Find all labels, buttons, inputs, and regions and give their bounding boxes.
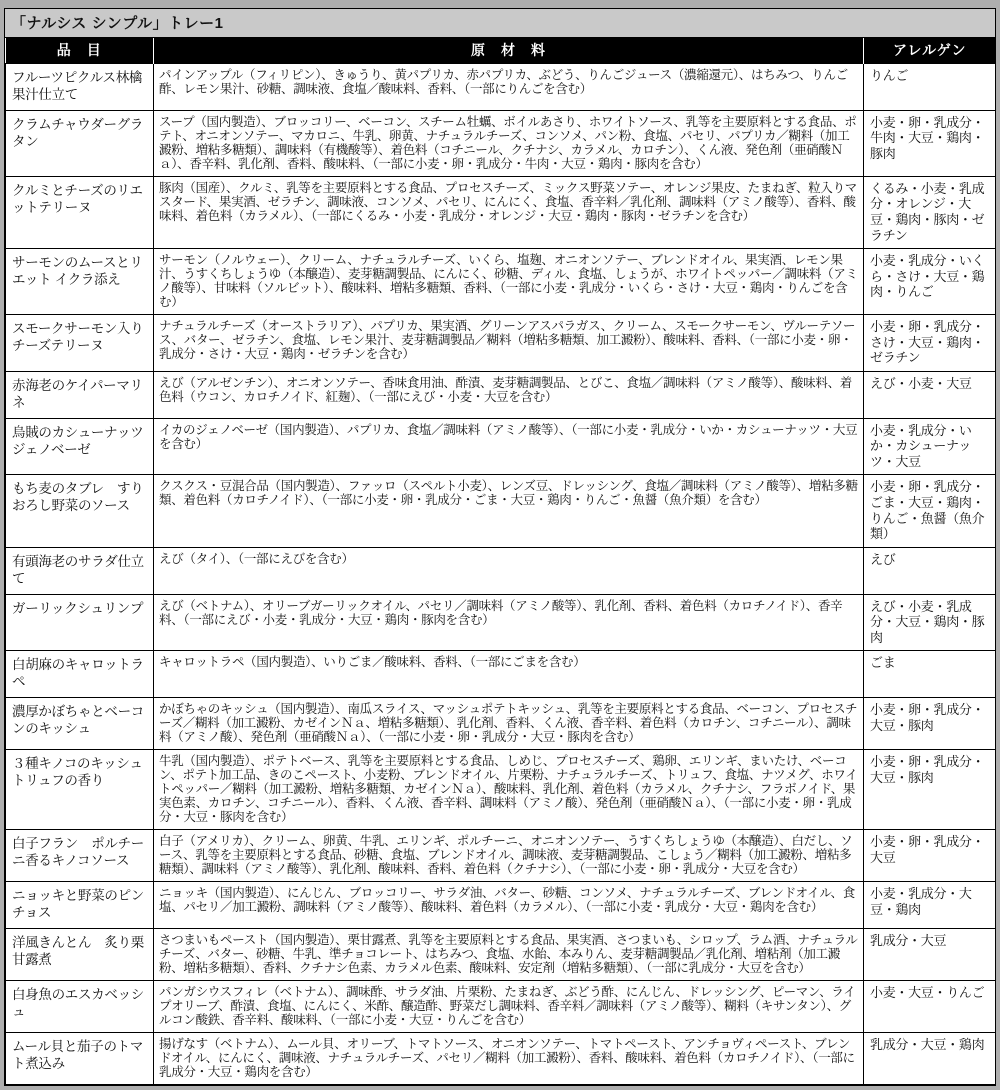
allergens-cell: 小麦・卵・乳成分・ごま・大豆・鶏肉・りんご・魚醤（魚介類） bbox=[864, 475, 996, 547]
item-name-cell: クルミとチーズのリエットテリーヌ bbox=[6, 176, 154, 248]
allergens-cell: えび・小麦・大豆 bbox=[864, 371, 996, 418]
ingredients-cell: サーモン（ノルウェー）、クリーム、ナチュラルチーズ、いくら、塩麹、オニオンソテー、ブレンドオイル、果実酒、レモン果汁、うすくちしょうゆ（本醸造）、麦芽糖調製品、にんにく、砂糖、ディル、食塩、しょうが、ホワイトペッパー／調味料（アミノ酸等）、甘味料（ソルビット）、酸味料、増粘多糖類、香料、（一部に小麦・乳成分・いくら・さけ・大豆・鶏肉・りんごを含む） bbox=[154, 249, 864, 315]
table-row bbox=[6, 64, 996, 111]
allergens-cell: えび bbox=[864, 547, 996, 594]
allergens-cell: 小麦・大豆・りんご bbox=[864, 980, 996, 1032]
table-row bbox=[6, 980, 996, 1032]
item-name-cell: フルーツピクルス林檎果汁仕立て bbox=[6, 64, 154, 111]
ingredients-cell: ニョッキ（国内製造）、にんじん、ブロッコリー、サラダ油、バター、砂糖、コンソメ、ナチュラルチーズ、ブレンドオイル、食塩、パセリ／加工澱粉、調味料（アミノ酸等）、酸味料、着色料（カラメル）、（一部に小麦・乳成分・大豆・鶏肉を含む） bbox=[154, 882, 864, 929]
ingredient-allergen-table bbox=[5, 38, 996, 1085]
table-row bbox=[6, 249, 996, 315]
ingredients-cell: えび（ベトナム）、オリーブガーリックオイル、パセリ／調味料（アミノ酸等）、乳化剤、香料、着色料（カロチノイド）、香辛料、（一部にえび・小麦・乳成分・大豆・鶏肉・豚肉を含む） bbox=[154, 594, 864, 651]
ingredients-cell: パンガシウスフィレ（ベトナム）、調味酢、サラダ油、片栗粉、たまねぎ、ぶどう酢、にんじん、ドレッシング、ピーマン、ライプオリーブ、酢漬、食塩、にんにく、米酢、醸造酢、野菜だし調味料、香辛料／調味料（アミノ酸等）、糊料（キサンタン）、グルコン酸鉄、香辛料、酸味料、（一部に小麦・大豆・りんごを含む） bbox=[154, 980, 864, 1032]
ingredients-cell: 牛乳（国内製造）、ポテトベース、乳等を主要原料とする食品、しめじ、プロセスチーズ、鶏卵、エリンギ、まいたけ、ベーコン、ポテト加工品、きのこペースト、小麦粉、ブレンドオイル、片栗粉、ナチュラルチーズ、トリュフ、食塩、ナツメグ、ホワイトペッパー／糊料（加工澱粉、増粘多糖類、カゼインＮａ）、酸味料、乳化剤、着色料（カラメル、クチナシ、フラボノイド、果実色素、カロチン、コチニール）、香料、くん液、香辛料、調味料（アミノ酸）、発色剤（亜硝酸Ｎａ）、（一部に小麦・卵・乳成分・大豆・豚肉を含む） bbox=[154, 750, 864, 830]
allergens-cell: 小麦・卵・乳成分・大豆・豚肉 bbox=[864, 698, 996, 750]
allergens-cell: 乳成分・大豆・鶏肉 bbox=[864, 1032, 996, 1084]
header-item-column: 品 目 bbox=[6, 38, 154, 64]
allergens-cell: 小麦・乳成分・いくら・さけ・大豆・鶏肉・りんご bbox=[864, 249, 996, 315]
allergens-cell: 小麦・卵・乳成分・大豆 bbox=[864, 830, 996, 882]
ingredients-cell: 豚肉（国産）、クルミ、乳等を主要原料とする食品、プロセスチーズ、ミックス野菜ソテー、オレンジ果皮、たまねぎ、粒入りマスタード、果実酒、ゼラチン、調味液、コンソメ、パセリ、にんにく、食塩、香辛料／乳化剤、調味料（アミノ酸等）、香料、酸味料、着色料（カラメル）、（一部にくるみ・小麦・乳成分・オレンジ・大豆・鶏肉・豚肉・ゼラチンを含む） bbox=[154, 176, 864, 248]
allergens-cell: 小麦・卵・乳成分・さけ・大豆・鶏肉・ゼラチン bbox=[864, 315, 996, 372]
item-name-cell: 有頭海老のサラダ仕立て bbox=[6, 547, 154, 594]
table-row bbox=[6, 1032, 996, 1084]
table-row bbox=[6, 750, 996, 830]
item-name-cell: 白身魚のエスカベッシュ bbox=[6, 980, 154, 1032]
item-name-cell: 白胡麻のキャロットラペ bbox=[6, 651, 154, 698]
table-header bbox=[6, 38, 996, 64]
ingredients-cell: かぼちゃのキッシュ（国内製造）、南瓜スライス、マッシュポテトキッシュ、乳等を主要原料とする食品、ベーコン、プロセスチーズ／糊料（加工澱粉、カゼインＮａ、増粘多糖類）、乳化剤、香料、くん液、香辛料、着色料（カロチン、コチニール）、調味料（アミノ酸）、発色剤（亜硝酸Ｎａ）、（一部に小麦・卵・乳成分・大豆・豚肉を含む） bbox=[154, 698, 864, 750]
table-row bbox=[6, 594, 996, 651]
allergens-cell: くるみ・小麦・乳成分・オレンジ・大豆・鶏肉・豚肉・ゼラチン bbox=[864, 176, 996, 248]
ingredients-cell: パインアップル（フィリピン）、きゅうり、黄パプリカ、赤パプリカ、ぶどう、りんごジュース（濃縮還元）、はちみつ、りんご酢、レモン果汁、砂糖、調味液、食塩／酸味料、香料、（一部にりんごを含む） bbox=[154, 64, 864, 111]
allergens-cell: りんご bbox=[864, 64, 996, 111]
ingredients-cell: 白子（アメリカ）、クリーム、卵黄、牛乳、エリンギ、ポルチーニ、オニオンソテー、うすくちしょうゆ（本醸造）、白だし、ソース、乳等を主要原料とする食品、砂糖、食塩、ブレンドオイル、調味液、麦芽糖調製品、こしょう／糊料（加工澱粉、増粘多糖類）、調味料（アミノ酸等）、乳化剤、酸味料、香料、着色料（クチナシ）、（一部に小麦・卵・乳成分・大豆を含む） bbox=[154, 830, 864, 882]
item-name-cell: 洋風きんとん 炙り栗甘露煮 bbox=[6, 928, 154, 980]
table-row bbox=[6, 315, 996, 372]
ingredients-cell: イカのジェノベーゼ（国内製造）、パプリカ、食塩／調味料（アミノ酸等）、（一部に小麦・乳成分・いか・カシューナッツ・大豆を含む） bbox=[154, 418, 864, 475]
ingredients-cell: ナチュラルチーズ（オーストラリア）、パプリカ、果実酒、グリーンアスパラガス、クリーム、スモークサーモン、ヴルーテソース、バター、ゼラチン、食塩、レモン果汁、麦芽糖調製品／糊料（増粘多糖類、加工澱粉）、酸味料、香料、（一部に小麦・卵・乳成分・さけ・大豆・鶏肉・ゼラチンを含む） bbox=[154, 315, 864, 372]
ingredients-cell: キャロットラペ（国内製造）、いりごま／酸味料、香料、（一部にごまを含む） bbox=[154, 651, 864, 698]
item-name-cell: 赤海老のケイパーマリネ bbox=[6, 371, 154, 418]
item-name-cell: ニョッキと野菜のピンチョス bbox=[6, 882, 154, 929]
item-name-cell: サーモンのムースとリエット イクラ添え bbox=[6, 249, 154, 315]
item-name-cell: 白子フラン ポルチーニ香るキノコソース bbox=[6, 830, 154, 882]
item-name-cell: 濃厚かぼちゃとベーコンのキッシュ bbox=[6, 698, 154, 750]
allergens-cell: 乳成分・大豆 bbox=[864, 928, 996, 980]
table-row bbox=[6, 698, 996, 750]
item-name-cell: スモークサーモン入りチーズテリーヌ bbox=[6, 315, 154, 372]
ingredients-cell: 揚げなす（ベトナム）、ムール貝、オリーブ、トマトソース、オニオンソテー、トマトペースト、アンチョヴィペースト、ブレンドオイル、にんにく、調味液、ナチュラルチーズ、パセリ／糊料（加工澱粉）、香料、酸味料、着色料（カロチノイド）、（一部に乳成分・大豆・鶏肉を含む） bbox=[154, 1032, 864, 1084]
item-name-cell: ムール貝と茄子のトマト煮込み bbox=[6, 1032, 154, 1084]
item-name-cell: ３種キノコのキッシュ トリュフの香り bbox=[6, 750, 154, 830]
table-row bbox=[6, 176, 996, 248]
table-row bbox=[6, 475, 996, 547]
allergens-cell: 小麦・卵・乳成分・大豆・豚肉 bbox=[864, 750, 996, 830]
item-name-cell: 烏賊のカシューナッツジェノベーゼ bbox=[6, 418, 154, 475]
allergens-cell: ごま bbox=[864, 651, 996, 698]
item-name-cell: ガーリックシュリンプ bbox=[6, 594, 154, 651]
table-row bbox=[6, 928, 996, 980]
ingredients-cell: クスクス・豆混合品（国内製造）、ファッロ（スペルト小麦）、レンズ豆、ドレッシング、食塩／調味料（アミノ酸等）、増粘多糖類、着色料（カロチノイド）、（一部に小麦・卵・乳成分・ごま・大豆・鶏肉・りんご・魚醤（魚介類）を含む） bbox=[154, 475, 864, 547]
table-row bbox=[6, 110, 996, 176]
header-ingredients-column: 原 材 料 bbox=[154, 38, 864, 64]
table-row bbox=[6, 651, 996, 698]
allergens-cell: 小麦・乳成分・大豆・鶏肉 bbox=[864, 882, 996, 929]
allergen-sheet bbox=[4, 8, 996, 1086]
allergens-cell: 小麦・卵・乳成分・牛肉・大豆・鶏肉・豚肉 bbox=[864, 110, 996, 176]
allergens-cell: えび・小麦・乳成分・大豆・鶏肉・豚肉 bbox=[864, 594, 996, 651]
header-allergens-column: アレルゲン bbox=[864, 38, 996, 64]
table-row bbox=[6, 547, 996, 594]
ingredients-cell: えび（アルゼンチン）、オニオンソテー、香味食用油、酢漬、麦芽糖調製品、とびこ、食塩／調味料（アミノ酸等）、酸味料、着色料（ウコン、カロチノイド、紅麹）、（一部にえび・小麦・大豆を含む） bbox=[154, 371, 864, 418]
table-title: 「ナルシス シンプル」トレー1 bbox=[5, 9, 995, 38]
table-body bbox=[6, 64, 996, 1085]
item-name-cell: もち麦のタブレ すりおろし野菜のソース bbox=[6, 475, 154, 547]
table-row bbox=[6, 882, 996, 929]
table-row bbox=[6, 371, 996, 418]
ingredients-cell: さつまいもペースト（国内製造）、栗甘露煮、乳等を主要原料とする食品、果実酒、さつまいも、シロップ、ラム酒、ナチュラルチーズ、バター、砂糖、牛乳、準チョコレート、はちみつ、食塩、水飴、本みりん、麦芽糖調製品／乳化剤、増粘剤（加工澱粉、増粘多糖類）、香料、クチナシ色素、カラメル色素、酸味料、安定剤（増粘多糖類）、（一部に乳成分・大豆を含む） bbox=[154, 928, 864, 980]
table-row bbox=[6, 418, 996, 475]
ingredients-cell: えび（タイ）、（一部にえびを含む） bbox=[154, 547, 864, 594]
allergens-cell: 小麦・乳成分・いか・カシューナッツ・大豆 bbox=[864, 418, 996, 475]
table-row bbox=[6, 830, 996, 882]
item-name-cell: クラムチャウダーグラタン bbox=[6, 110, 154, 176]
ingredients-cell: スープ（国内製造）、ブロッコリー、ベーコン、スチーム牡蠣、ボイルあさり、ホワイトソース、乳等を主要原料とする食品、ポテト、オニオンソテー、マカロニ、牛乳、卵黄、ナチュラルチーズ、コンソメ、パン粉、食塩、パセリ、パプリカ／糊料（加工澱粉、増粘多糖類）、調味料（有機酸等）、着色料（コチニール、クチナシ、カラメル、カロチン）、くん液、発色剤（亜硝酸Ｎａ）、香辛料、乳化剤、香料、酸味料、（一部に小麦・卵・乳成分・牛肉・大豆・鶏肉・豚肉を含む） bbox=[154, 110, 864, 176]
